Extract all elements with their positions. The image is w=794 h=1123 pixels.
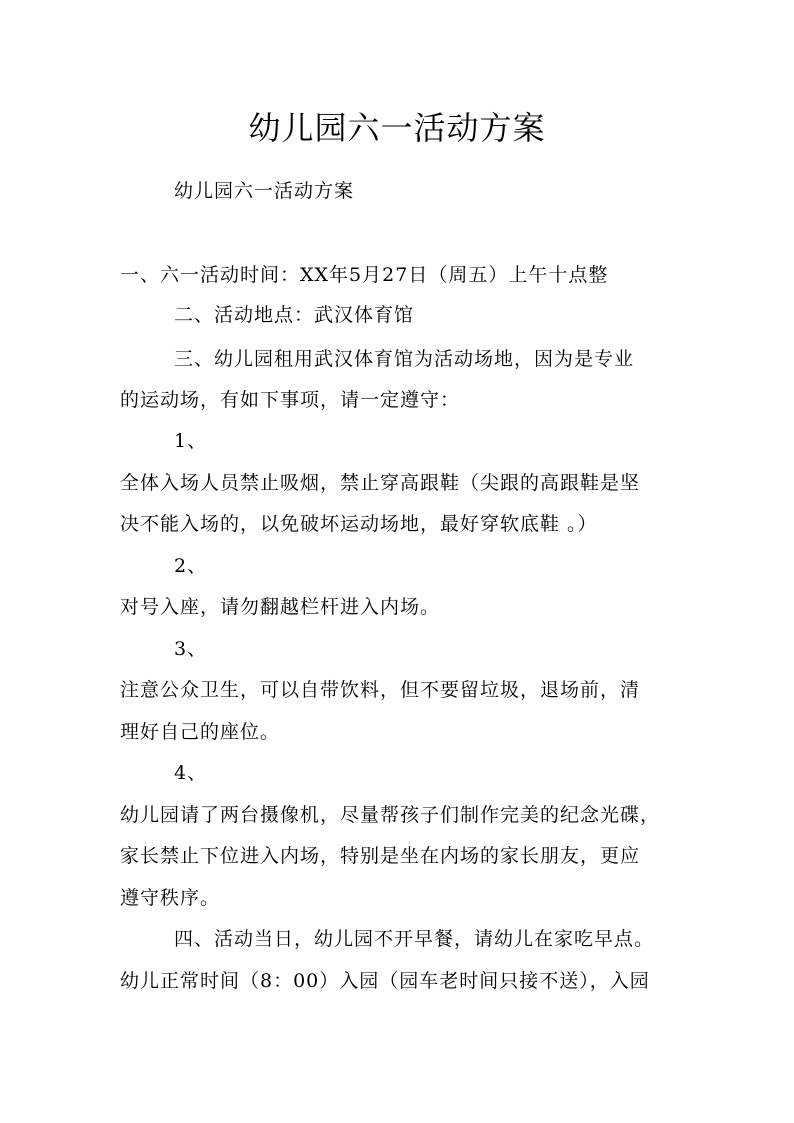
document-subtitle: 幼儿园六一活动方案 [174, 180, 355, 202]
list-number: 1、 [174, 430, 208, 452]
list-number: 2、 [174, 555, 208, 577]
list-number: 4、 [174, 762, 208, 784]
document-title: 幼儿园六一活动方案 [248, 109, 546, 147]
paragraph-line: 一、六一活动时间：XX年5月27日（周五）上午十点整 [120, 264, 609, 286]
paragraph-line: 三、幼儿园租用武汉体育馆为活动场地，因为是专业 [174, 348, 635, 370]
paragraph-line: 决不能入场的，以免破坏运动场地，最好穿软底鞋 。） [120, 513, 598, 535]
paragraph-line: 对号入座，请勿翻越栏杆进入内场。 [120, 596, 441, 618]
paragraph-line: 注意公众卫生，可以自带饮料，但不要留垃圾，退场前，清 [120, 679, 641, 701]
paragraph-line: 遵守秩序。 [120, 887, 221, 909]
paragraph-line: 家长禁止下位进入内场，特别是坐在内场的家长朋友，更应 [120, 845, 641, 867]
paragraph-line: 全体入场人员禁止吸烟，禁止穿高跟鞋（尖跟的高跟鞋是坚 [120, 472, 641, 494]
paragraph-line: 的运动场，有如下事项，请一定遵守： [120, 389, 461, 411]
paragraph-line: 四、活动当日，幼儿园不开早餐，请幼儿在家吃早点。 [174, 928, 655, 950]
paragraph-line: 幼儿正常时间（8：00）入园（园车老时间只接不送），入园 [120, 970, 650, 992]
paragraph-line: 理好自己的座位。 [120, 721, 281, 743]
paragraph-line: 幼儿园请了两台摄像机，尽量帮孩子们制作完美的纪念光碟， [120, 804, 661, 826]
list-number: 3、 [174, 638, 208, 660]
paragraph-line: 二、活动地点：武汉体育馆 [174, 304, 415, 326]
